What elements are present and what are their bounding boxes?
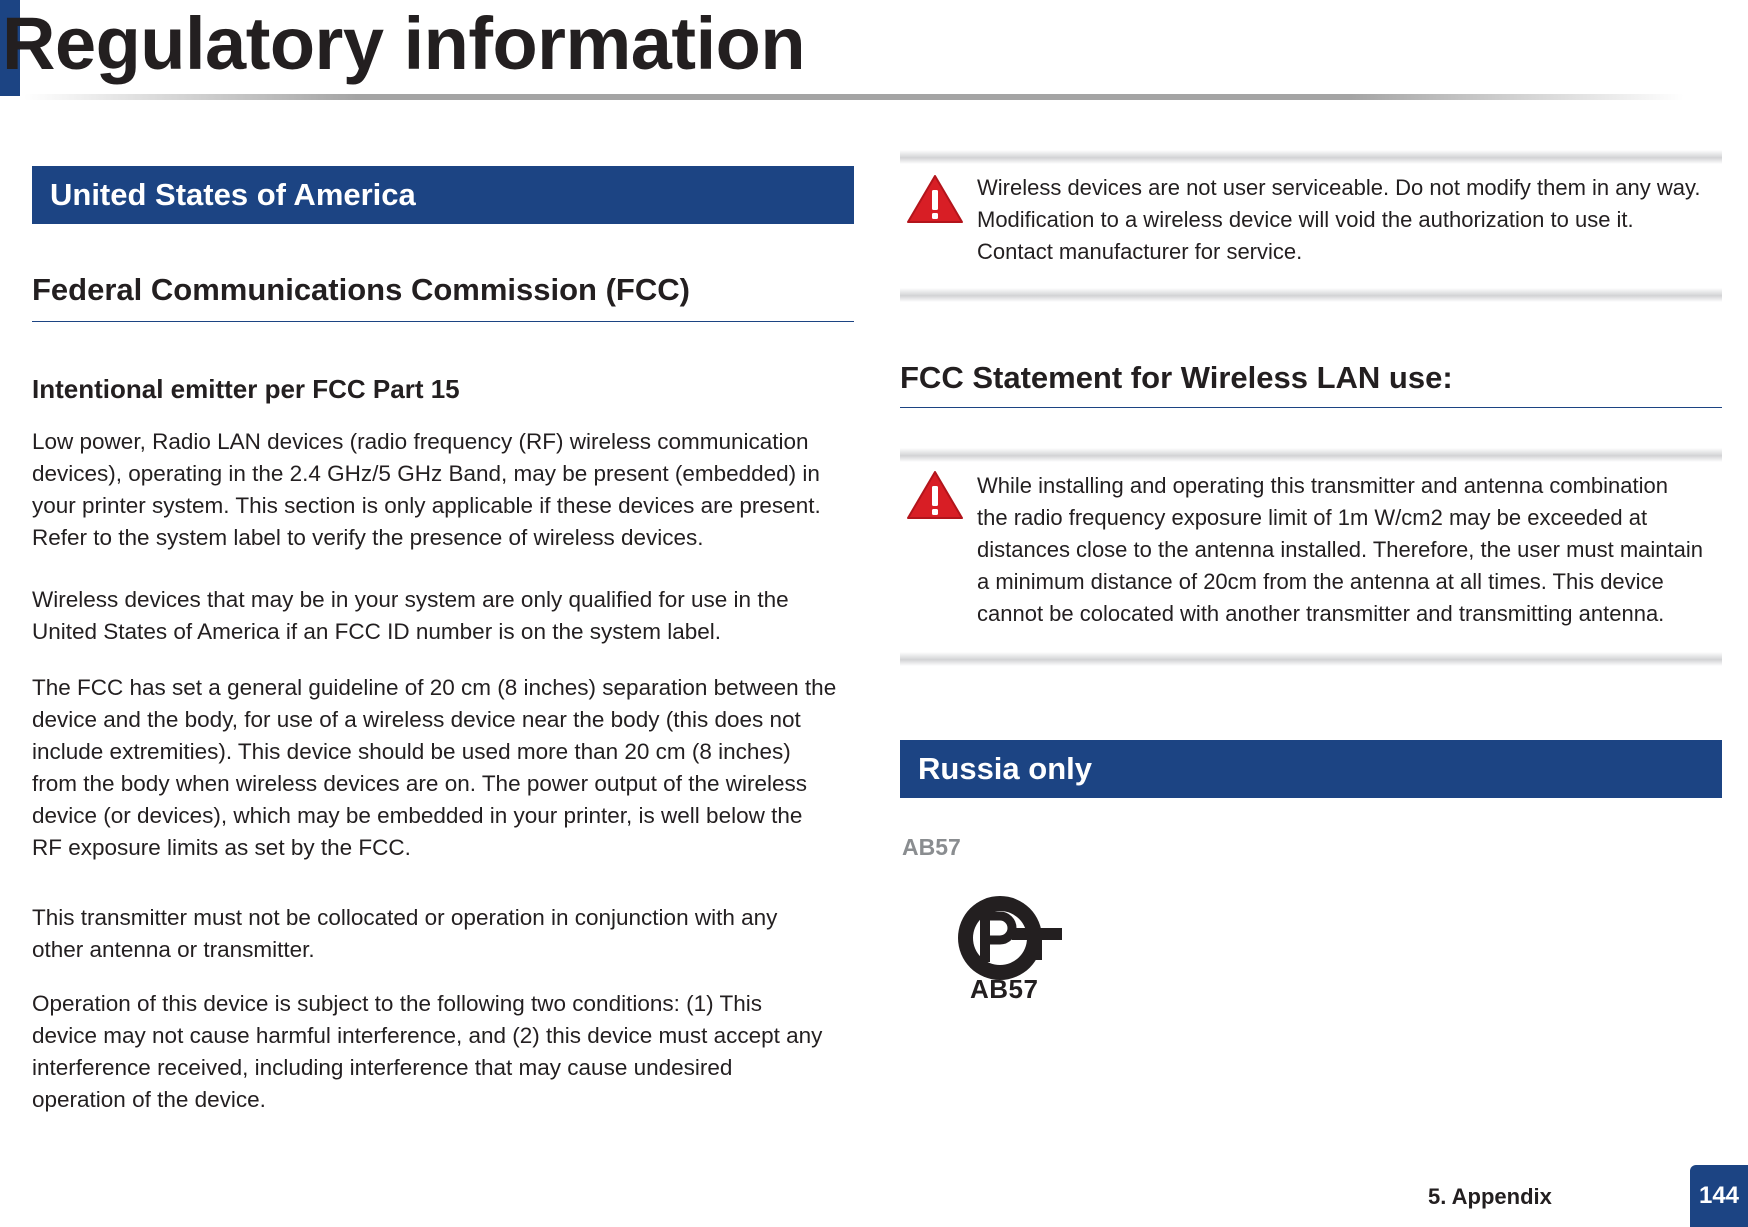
section-usa-title: United States of America [50, 177, 416, 212]
text-line: This transmitter must not be collocated or operation in conjunction with any [32, 905, 778, 930]
text-line: United States of America if an FCC ID number is on the system label. [32, 619, 722, 644]
fcc-heading: Federal Communications Commission (FCC) [32, 272, 690, 307]
fcc-wlan-heading: FCC Statement for Wireless LAN use: [900, 360, 1453, 395]
warning-icon [906, 174, 964, 224]
text-line: The FCC has set a general guideline of 20 cm (8 inches) separation between the [32, 675, 837, 700]
text-line: RF exposure limits as set by the FCC. [32, 835, 411, 860]
paragraph-5 [32, 988, 822, 1116]
page-number: 144 [1690, 1165, 1748, 1227]
section-russia-title: Russia only [918, 751, 1092, 786]
paragraph-1 [32, 426, 821, 554]
section-russia [900, 740, 1722, 798]
text-line: interference received, including interference that may cause undesired [32, 1055, 733, 1080]
note-bottom-band [900, 288, 1722, 302]
note-bottom-band [900, 652, 1722, 666]
rst-logo-code: AB57 [970, 974, 1039, 1004]
warning-text-1 [977, 172, 1700, 268]
text-line: other antenna or transmitter. [32, 937, 315, 962]
text-line: Contact manufacturer for service. [977, 239, 1303, 264]
paragraph-4 [32, 902, 777, 966]
text-line: Wireless devices that may be in your system are only qualified for use in the [32, 587, 789, 612]
paragraph-2 [32, 584, 789, 648]
paragraph-3 [32, 672, 836, 864]
page-title: Regulatory information [2, 2, 806, 85]
text-line: device and the body, for use of a wireless device near the body (this does not [32, 707, 801, 732]
text-line: cannot be colocated with another transmitter and transmitting antenna. [977, 601, 1665, 626]
rst-certification-mark [950, 890, 1070, 1010]
text-line: your printer system. This section is only applicable if these devices are present. [32, 493, 821, 518]
footer-section-label: 5. Appendix [1428, 1184, 1552, 1209]
text-line: a minimum distance of 20cm from the antenna at all times. This device [977, 569, 1664, 594]
text-line: device may not cause harmful interference, and (2) this device must accept any [32, 1023, 823, 1048]
text-line: Operation of this device is subject to the following two conditions: (1) This [32, 991, 762, 1016]
warning-text-2 [977, 470, 1703, 630]
text-line: the radio frequency exposure limit of 1m W/cm2 may be exceeded at [977, 505, 1648, 530]
certification-code: AB57 [902, 834, 961, 860]
text-line: include extremities). This device should be used more than 20 cm (8 inches) [32, 739, 791, 764]
fcc-subheading: Intentional emitter per FCC Part 15 [32, 374, 460, 404]
text-line: Low power, Radio LAN devices (radio frequency (RF) wireless communication [32, 429, 809, 454]
title-divider [24, 94, 1684, 100]
text-line: operation of the device. [32, 1087, 266, 1112]
text-line: from the body when wireless devices are on. The power output of the wireless [32, 771, 807, 796]
fcc-wlan-heading-rule [900, 407, 1722, 408]
text-line: While installing and operating this transmitter and antenna combination [977, 473, 1668, 498]
note-top-band [900, 150, 1722, 164]
text-line: Wireless devices are not user serviceable. Do not modify them in any way. [977, 175, 1701, 200]
section-usa [32, 166, 854, 224]
text-line: device (or devices), which may be embedded in your printer, is well below the [32, 803, 803, 828]
text-line: distances close to the antenna installed. Therefore, the user must maintain [977, 537, 1704, 562]
text-line: devices), operating in the 2.4 GHz/5 GHz Band, may be present (embedded) in [32, 461, 820, 486]
text-line: Modification to a wireless device will void the authorization to use it. [977, 207, 1634, 232]
text-line: Refer to the system label to verify the presence of wireless devices. [32, 525, 704, 550]
fcc-heading-rule [32, 321, 854, 322]
warning-icon [906, 470, 964, 520]
note-top-band [900, 448, 1722, 462]
